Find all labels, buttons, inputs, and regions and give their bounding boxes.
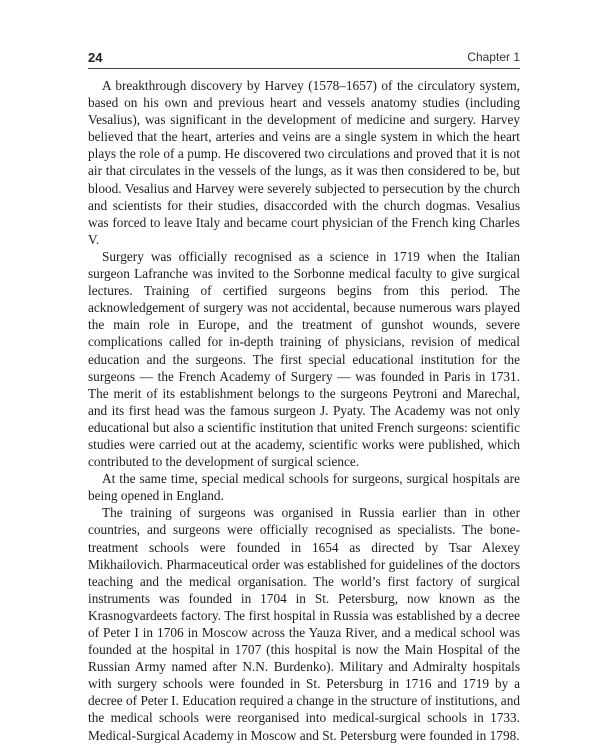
paragraph-england: At the same time, special medical schools for surgeons, surgical hospitals are being opened in England. (88, 471, 520, 504)
paragraph-harvey: A breakthrough discovery by Harvey (1578–1657) of the circulatory system, based on his own and previous heart and vessels anatomy studies (including Vesalius), was significant in the development of medicine and surgery. Harvey believed that the heart, arteries and veins are a single system in which the heart plays the role of a pump. He discovered two circulations and proved that it is not air that circulates in the vessels of the lungs, as it was then considered to be, but blood. Vesalius and Harvey were severely subjected to persecution by the church and scientists for their studies, disaccorded with the church dogmas. Vesalius was forced to leave Italy and became court physician of the French king Charles V. (88, 78, 520, 247)
page-number: 24 (88, 50, 103, 65)
body-text (88, 77, 520, 744)
header-rule (88, 68, 520, 69)
paragraph-surgery-science: Surgery was officially recognised as a science in 1719 when the Italian surgeon Lafranche was invited to the Sorbonne medical faculty to give surgical lectures. Training of certified surgeons begins from this period. The acknowledgement of surgery was not accidental, because numerous wars played the main role in Europe, and the treatment of gunshot wounds, severe complications called for in-depth training of physicians, revision of medical education and the surgeons. The first special educational institution for the surgeons — the French Academy of Surgery — was founded in Paris in 1731. The merit of its establishment belongs to the surgeons Peytroni and Marechal, and its first head was the famous surgeon J. Pyaty. The Academy was not only educational but also a scientific institution that united French surgeons: scientific studies were carried out at the academy, scientific works were published, which contributed to the development of surgical science. (88, 248, 520, 470)
chapter-running-head: Chapter 1 (467, 50, 520, 64)
page-header (88, 48, 520, 68)
paragraph-russia: The training of surgeons was organised in Russia earlier than in other countries, and surgeons were officially recognised as specialists. The bone-treatment schools were founded in 1654 as directed by Tsar Alexey Mikhailovich. Pharmaceutical order was established for guidelines of the doctors teaching and the medical organisation. The world’s first factory of surgical instruments was founded in 1704 in St. Petersburg, now known as the Krasnogvardeets factory. The first hospital in Russia was established by a decree of Peter I in 1706 in Moscow across the Yauza River, and a medical school was founded at the hospital in 1707 (this hospital is now the Main Hospital of the Russian Army named after N.N. Burdenko). Military and Admiralty hospitals with surgery schools were founded in St. Petersburg in 1716 and 1719 by a decree of Peter I. Education required a change in the structure of institutions, and the medical schools were reorganised into medical-surgical schools in 1733. Medical-Surgical Academy in Moscow and St. Petersburg were founded in 1798. (88, 505, 520, 743)
